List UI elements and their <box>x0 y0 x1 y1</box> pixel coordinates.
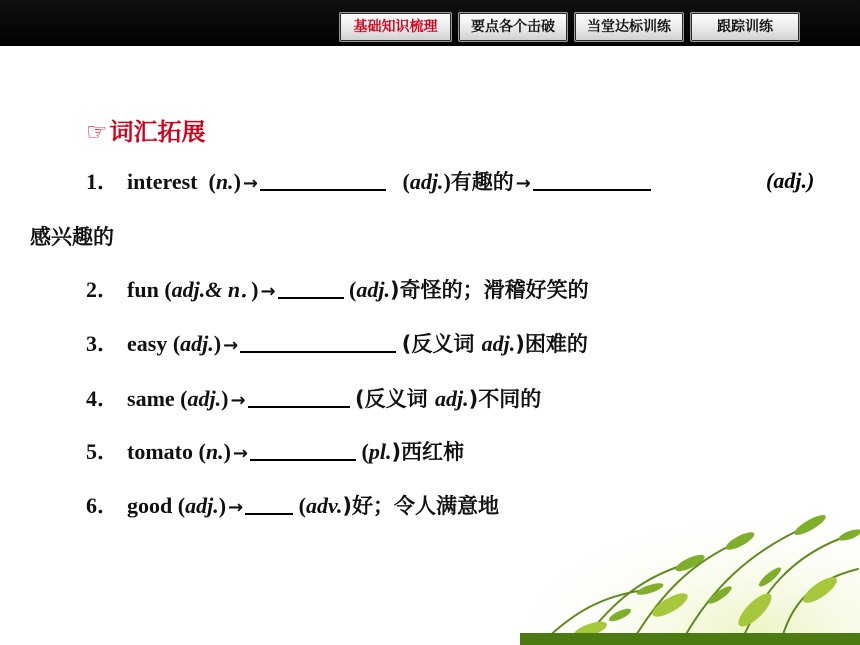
item-pos2: adv. <box>305 493 343 518</box>
answer-blank[interactable] <box>245 493 293 515</box>
item-meaning: )好；令人满意地 <box>342 494 500 518</box>
section-heading <box>86 115 206 149</box>
item-number: 2． <box>86 277 120 302</box>
item-meaning: )西红柿 <box>391 440 465 464</box>
pointing-hand-icon: ☞ <box>86 118 108 146</box>
item-pos2: adj. <box>481 331 516 356</box>
item-number: 4． <box>86 386 120 411</box>
item-pos: adj. <box>187 386 222 411</box>
item-word: interest <box>127 169 198 194</box>
arrow-icon: → <box>260 281 276 302</box>
vocab-item-2: 2． fun (adj.& n．) → (adj.)奇怪的；滑稽好笑的 <box>86 277 589 302</box>
answer-blank[interactable] <box>248 386 350 408</box>
tab-key-points[interactable]: 要点各个击破 <box>458 12 568 42</box>
answer-blank[interactable] <box>533 169 651 191</box>
item-number: 5． <box>86 439 120 464</box>
item-word: easy <box>127 331 168 356</box>
arrow-icon: → <box>232 443 248 464</box>
tab-in-class-practice[interactable]: 当堂达标训练 <box>574 12 684 42</box>
item-word: good <box>127 493 173 518</box>
item-pos: adj. <box>185 493 219 518</box>
item-pos2: pl. <box>368 439 392 464</box>
section-title: 词汇拓展 <box>109 118 206 146</box>
item-meaning: )奇怪的；滑稽好笑的 <box>389 278 589 302</box>
answer-blank[interactable] <box>260 169 386 191</box>
vocab-item-3: 3． easy (adj.) → (反义词 adj.)困难的 <box>86 331 588 356</box>
item-pos3: (adj.) <box>766 168 815 193</box>
item-pos: n. <box>215 169 234 194</box>
arrow-icon: → <box>230 390 246 411</box>
item-1-continuation: 感兴趣的 <box>30 225 114 249</box>
answer-blank[interactable] <box>250 439 356 461</box>
answer-blank[interactable] <box>278 277 344 299</box>
item-antonym-label: (反义词 <box>355 387 435 411</box>
item-word: fun <box>127 277 159 302</box>
item-word: tomato <box>127 439 193 464</box>
vocab-item-5: 5． tomato (n.) → (pl.)西红柿 <box>86 439 465 464</box>
item-pos2: adj. <box>409 169 444 194</box>
item-meaning: )困难的 <box>515 332 588 356</box>
item-number: 3． <box>86 331 120 356</box>
item-pos: adj. <box>180 331 214 356</box>
top-nav-bar <box>0 0 860 46</box>
vocab-item-6: 6． good (adj.) → (adv.)好；令人满意地 <box>86 493 500 518</box>
item-antonym-label: (反义词 <box>401 332 482 356</box>
item-number: 6． <box>86 493 120 518</box>
tab-basic-knowledge[interactable]: 基础知识梳理 <box>339 12 452 42</box>
item-number: 1． <box>86 169 120 194</box>
tab-follow-up-practice[interactable]: 跟踪训练 <box>690 12 800 42</box>
item-pos2: adj. <box>356 277 390 302</box>
arrow-icon: → <box>515 173 531 194</box>
item-word: same <box>127 386 175 411</box>
item-pos2: adj. <box>434 386 469 411</box>
section-tabs <box>339 12 800 42</box>
answer-blank[interactable] <box>240 331 396 353</box>
item-pos: adj.& n． <box>171 277 252 302</box>
vocab-item-1: 1． interest (n.) → (adj.)有趣的 → <box>86 167 651 199</box>
arrow-icon: → <box>223 335 239 356</box>
item-meaning: 有趣的 <box>450 170 514 194</box>
item-meaning: )不同的 <box>468 387 542 411</box>
vocab-item-4: 4． same (adj.) → (反义词 adj.)不同的 <box>86 386 542 411</box>
arrow-icon: → <box>242 173 258 194</box>
item-pos: n. <box>205 439 224 464</box>
grass-decoration <box>520 485 860 645</box>
arrow-icon: → <box>228 497 244 518</box>
